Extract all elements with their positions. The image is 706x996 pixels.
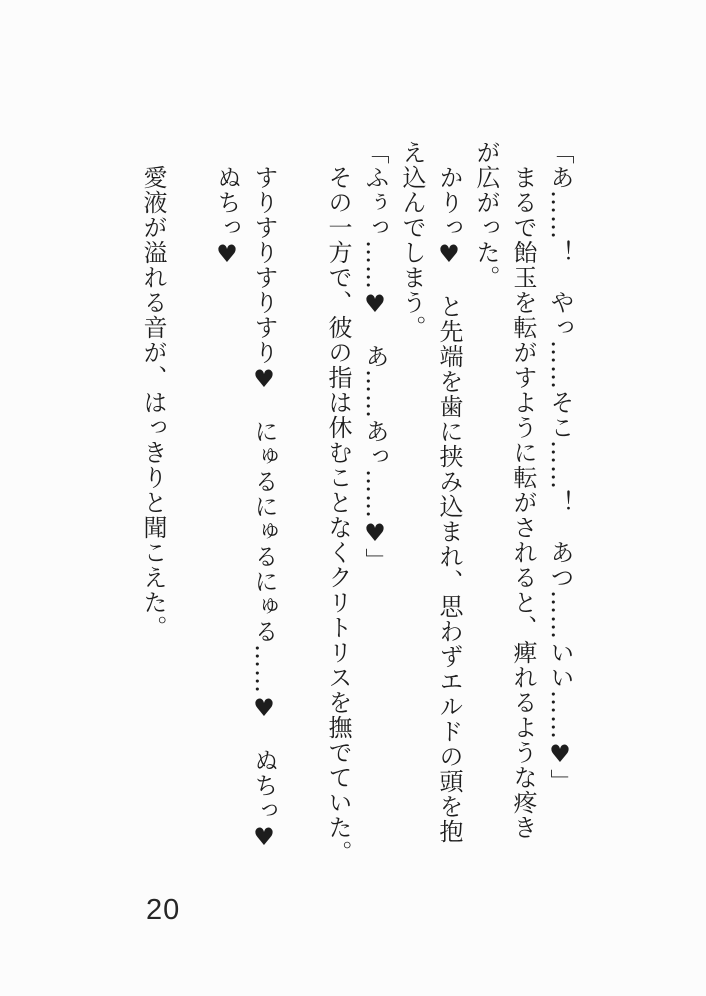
text-line: 「ふぅっ……♥ あ……あっ……♥」: [361, 140, 389, 573]
text-line: ぬちっ♥: [213, 140, 241, 269]
text-line: 「あ……！ やっ……そこ……！ あつ……いい……♥」: [546, 140, 574, 794]
text-line: その一方で、彼の指は休むことなくクリトリスを撫でていた。: [324, 140, 352, 865]
text-line: え込んでしまう。: [398, 140, 426, 340]
text-line: が広がった。: [472, 140, 500, 290]
text-line: かりっ♥ と先端を歯に挟み込まれ、思わずエルドの頭を抱: [435, 140, 463, 844]
text-line: 愛液が溢れる音が、はっきりと聞こえた。: [139, 140, 167, 640]
blank-line: [282, 140, 319, 945]
text-line: まるで飴玉を転がすように転がされると、痺れるような疼き: [509, 140, 537, 840]
text-line: すりすりすりすり♥ にゅるにゅるにゅる……♥ ぬちっ♥: [250, 140, 278, 852]
blank-line: [171, 140, 208, 945]
page-number: 20: [146, 894, 181, 926]
vertical-text-block: [134, 140, 578, 945]
